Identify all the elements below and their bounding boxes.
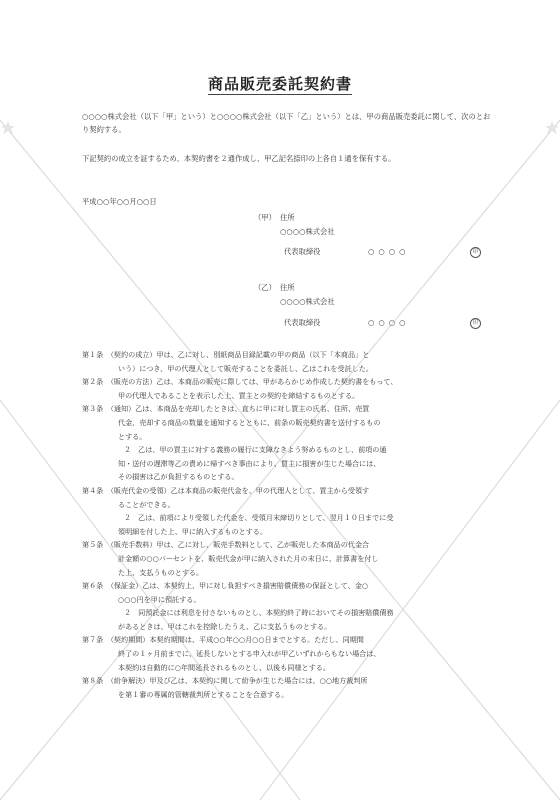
article-label: 第２条 (82, 377, 104, 387)
party-b-seal-icon: 印 (470, 318, 481, 329)
article-5: 第５条 （販売手数料）甲は、乙に対し、販売手数料として、乙が販売した本商品の代金合 計金額の○○パーセントを、販売代金が甲に納入された月の末日に、計算書を付し た上、支払うものとする。 (82, 540, 379, 577)
article-4: 第４条 （販売代金の受領）乙は本商品の販売代金を、甲の代理人として、買主から受領す ることができる。 ２ 乙は、前項により受領した代金を、受領月末締切りとして、翌月１０日までに受 領明細を付した上、甲に納入するものとする。 (82, 485, 394, 536)
party-a-role: （甲） (254, 213, 276, 222)
party-a-address-label: 住所 (280, 213, 295, 222)
retention-paragraph: 下記契約の成立を証するため、本契約書を２通作成し、甲乙記名捺印の上各自１通を保有する。 (82, 154, 396, 163)
party-b-name: ○○○○ (368, 318, 410, 327)
article-3: 第３条 （通知）乙は、本商品を売却したときは、直ちに甲に対し買主の氏名、住所、売買 代金、売却する商品の数量を通知するとともに、前条の販売契約書を送付するもの とする。 ２ 乙は、甲の買主に対する義務の履行に支障なきよう努めるものとし、前項の通 知・送付の遅滞等乙の責めに帰すべき事由により、買主に損害が生じた場合には、 その損害は乙が負担するものとする。 (82, 404, 387, 482)
article-label: 第３条 (82, 404, 104, 414)
article-2: 第２条 （販売の方法）乙は、本商品の販売に際しては、甲があらかじめ作成した契約書をもって、 甲の代理人であることを表示した上、買主との契約を締結するものとする。 (82, 377, 398, 400)
contract-date: 平成○○年○○月○○日 (82, 197, 157, 206)
article-8: 第８条 （紛争解決）甲及び乙は、本契約に関して紛争が生じた場合には、○○地方裁判所 を第１審の専属的管轄裁判所とすることを合意する。 (82, 676, 368, 699)
party-a-seal-icon: 印 (470, 247, 481, 258)
party-b-role: （乙） (254, 283, 276, 292)
article-label: 第７条 (82, 635, 104, 645)
party-a-name: ○○○○ (368, 247, 410, 256)
party-a-title: 代表取締役 (284, 247, 321, 256)
article-label: 第６条 (82, 581, 104, 591)
article-label: 第４条 (82, 485, 104, 495)
party-a-company: ○○○○株式会社 (280, 227, 335, 236)
intro-paragraph: ○○○○株式会社（以下「甲」という）と○○○○株式会社（以下「乙」という）とは、甲の商品販売委託に関して、次のとおり契約する。 (82, 112, 491, 134)
articles-list (82, 348, 492, 701)
article-label: 第５条 (82, 540, 104, 550)
document-title: 商品販売委託契約書 (207, 75, 352, 93)
party-b-company: ○○○○株式会社 (280, 297, 335, 306)
party-b-address-label: 住所 (280, 283, 295, 292)
article-label: 第１条 (82, 350, 104, 359)
article-6: 第６条 （保証金）乙は、本契約上、甲に対し負担すべき損害賠償債務の保証として、金○ ○○○円を甲に預託する。 ２ 同預託金には利息を付さないものとし、本契約終了時においてその損害賠償債務 があるときは、甲はこれを控除したうえ、乙に支払うものとする。 (82, 581, 394, 631)
article-label: 第８条 (82, 676, 104, 686)
article-7: 第７条 （契約期間）本契約期間は、平成○○年○○月○○日までとする。ただし、同期間 終了の１ヶ月前までに、延長しないとする申入れが甲乙いずれからもない場合は、 本契約は自動的に○年間延長されるものとし、以後も同様とする。 (82, 635, 381, 672)
party-b-title: 代表取締役 (284, 318, 321, 327)
article-1: 第１条 （契約の成立）甲は、乙に対し、別紙商品目録記載の甲の商品（以下「本商品」と いう）につき、甲の代理人として販売することを委託し、乙はこれを受託した。 (82, 350, 373, 373)
